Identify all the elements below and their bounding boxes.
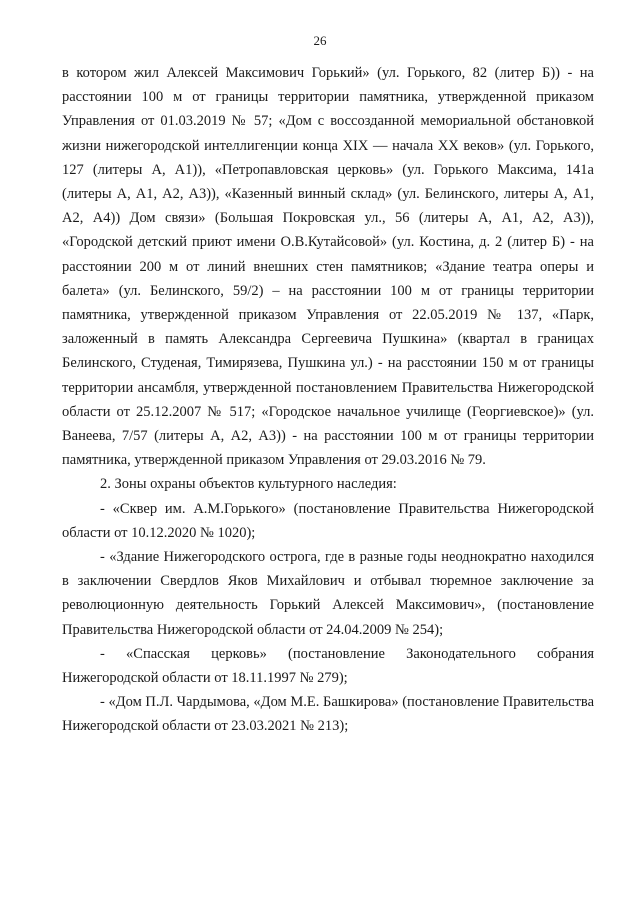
- paragraph-continuation: в котором жил Алексей Максимович Горький» (ул. Горького, 82 (литер Б)) - на расстоянии 100 м от границы территории памятника, утвержденной приказом Управления от 01.03.2019 № 57; «Дом с воссозданной мемориальной обстановкой жизни нижегородской интеллигенции конца XIX — начала XX веков» (ул. Горького, 127 (литеры А, А1)), «Петропавловская церковь» (ул. Горького Максима, 141а (литеры А, А1, А2, А3)), «Казенный винный склад» (ул. Белинского, литеры А, А1, А2, А4)) Дом связи» (Большая Покровская ул., 56 (литеры А, А1, А2, А3)), «Городской детский приют имени О.В.Кутайсовой» (ул. Костина, д. 2 (литер Б) - на расстоянии 200 м от линий внешних стен памятников; «Здание театра оперы и балета» (ул. Белинского, 59/2) – на расстоянии 100 м от границы территории памятника, утвержденной приказом Управления от 22.05.2019 № 137, «Парк, заложенный в память Александра Сергеевича Пушкина» (квартал в границах Белинского, Студеная, Тимирязева, Пушкина ул.) - на расстоянии 150 м от границы территории ансамбля, утвержденной постановлением Правительства Нижегородской области от 25.12.2007 № 517; «Городское начальное училище (Георгиевское)» (ул. Ванеева, 7/57 (литеры А, А2, А3)) - на расстоянии 100 м от границы территории памятника, утвержденной приказом Управления от 29.03.2016 № 79.: [62, 65, 594, 469]
- section-heading-protection-zones: 2. Зоны охраны объектов культурного наследия:: [100, 476, 397, 493]
- document-body: [62, 61, 594, 739]
- list-item-ostrog: - «Здание Нижегородского острога, где в разные годы неоднократно находился в заключении Свердлов Яков Михайлович и отбывал тюремное заключение за революционную деятельность Горький Алексей Максимович», (постановление Правительства Нижегородской области от 24.04.2009 № 254);: [62, 549, 594, 638]
- list-item-chardymov-bashkirov: - «Дом П.Л. Чардымова, «Дом М.Е. Башкирова» (постановление Правительства Нижегородской области от 23.03.2021 № 213);: [62, 694, 594, 735]
- list-item-skver-gorkogo: - «Сквер им. А.М.Горького» (постановление Правительства Нижегородской области от 10.12.2020 № 1020);: [62, 500, 594, 541]
- page-number: 26: [313, 33, 327, 48]
- list-item-spasskaya-church: - «Спасская церковь» (постановление Законодательного собрания Нижегородской области от 18.11.1997 № 279);: [62, 645, 594, 687]
